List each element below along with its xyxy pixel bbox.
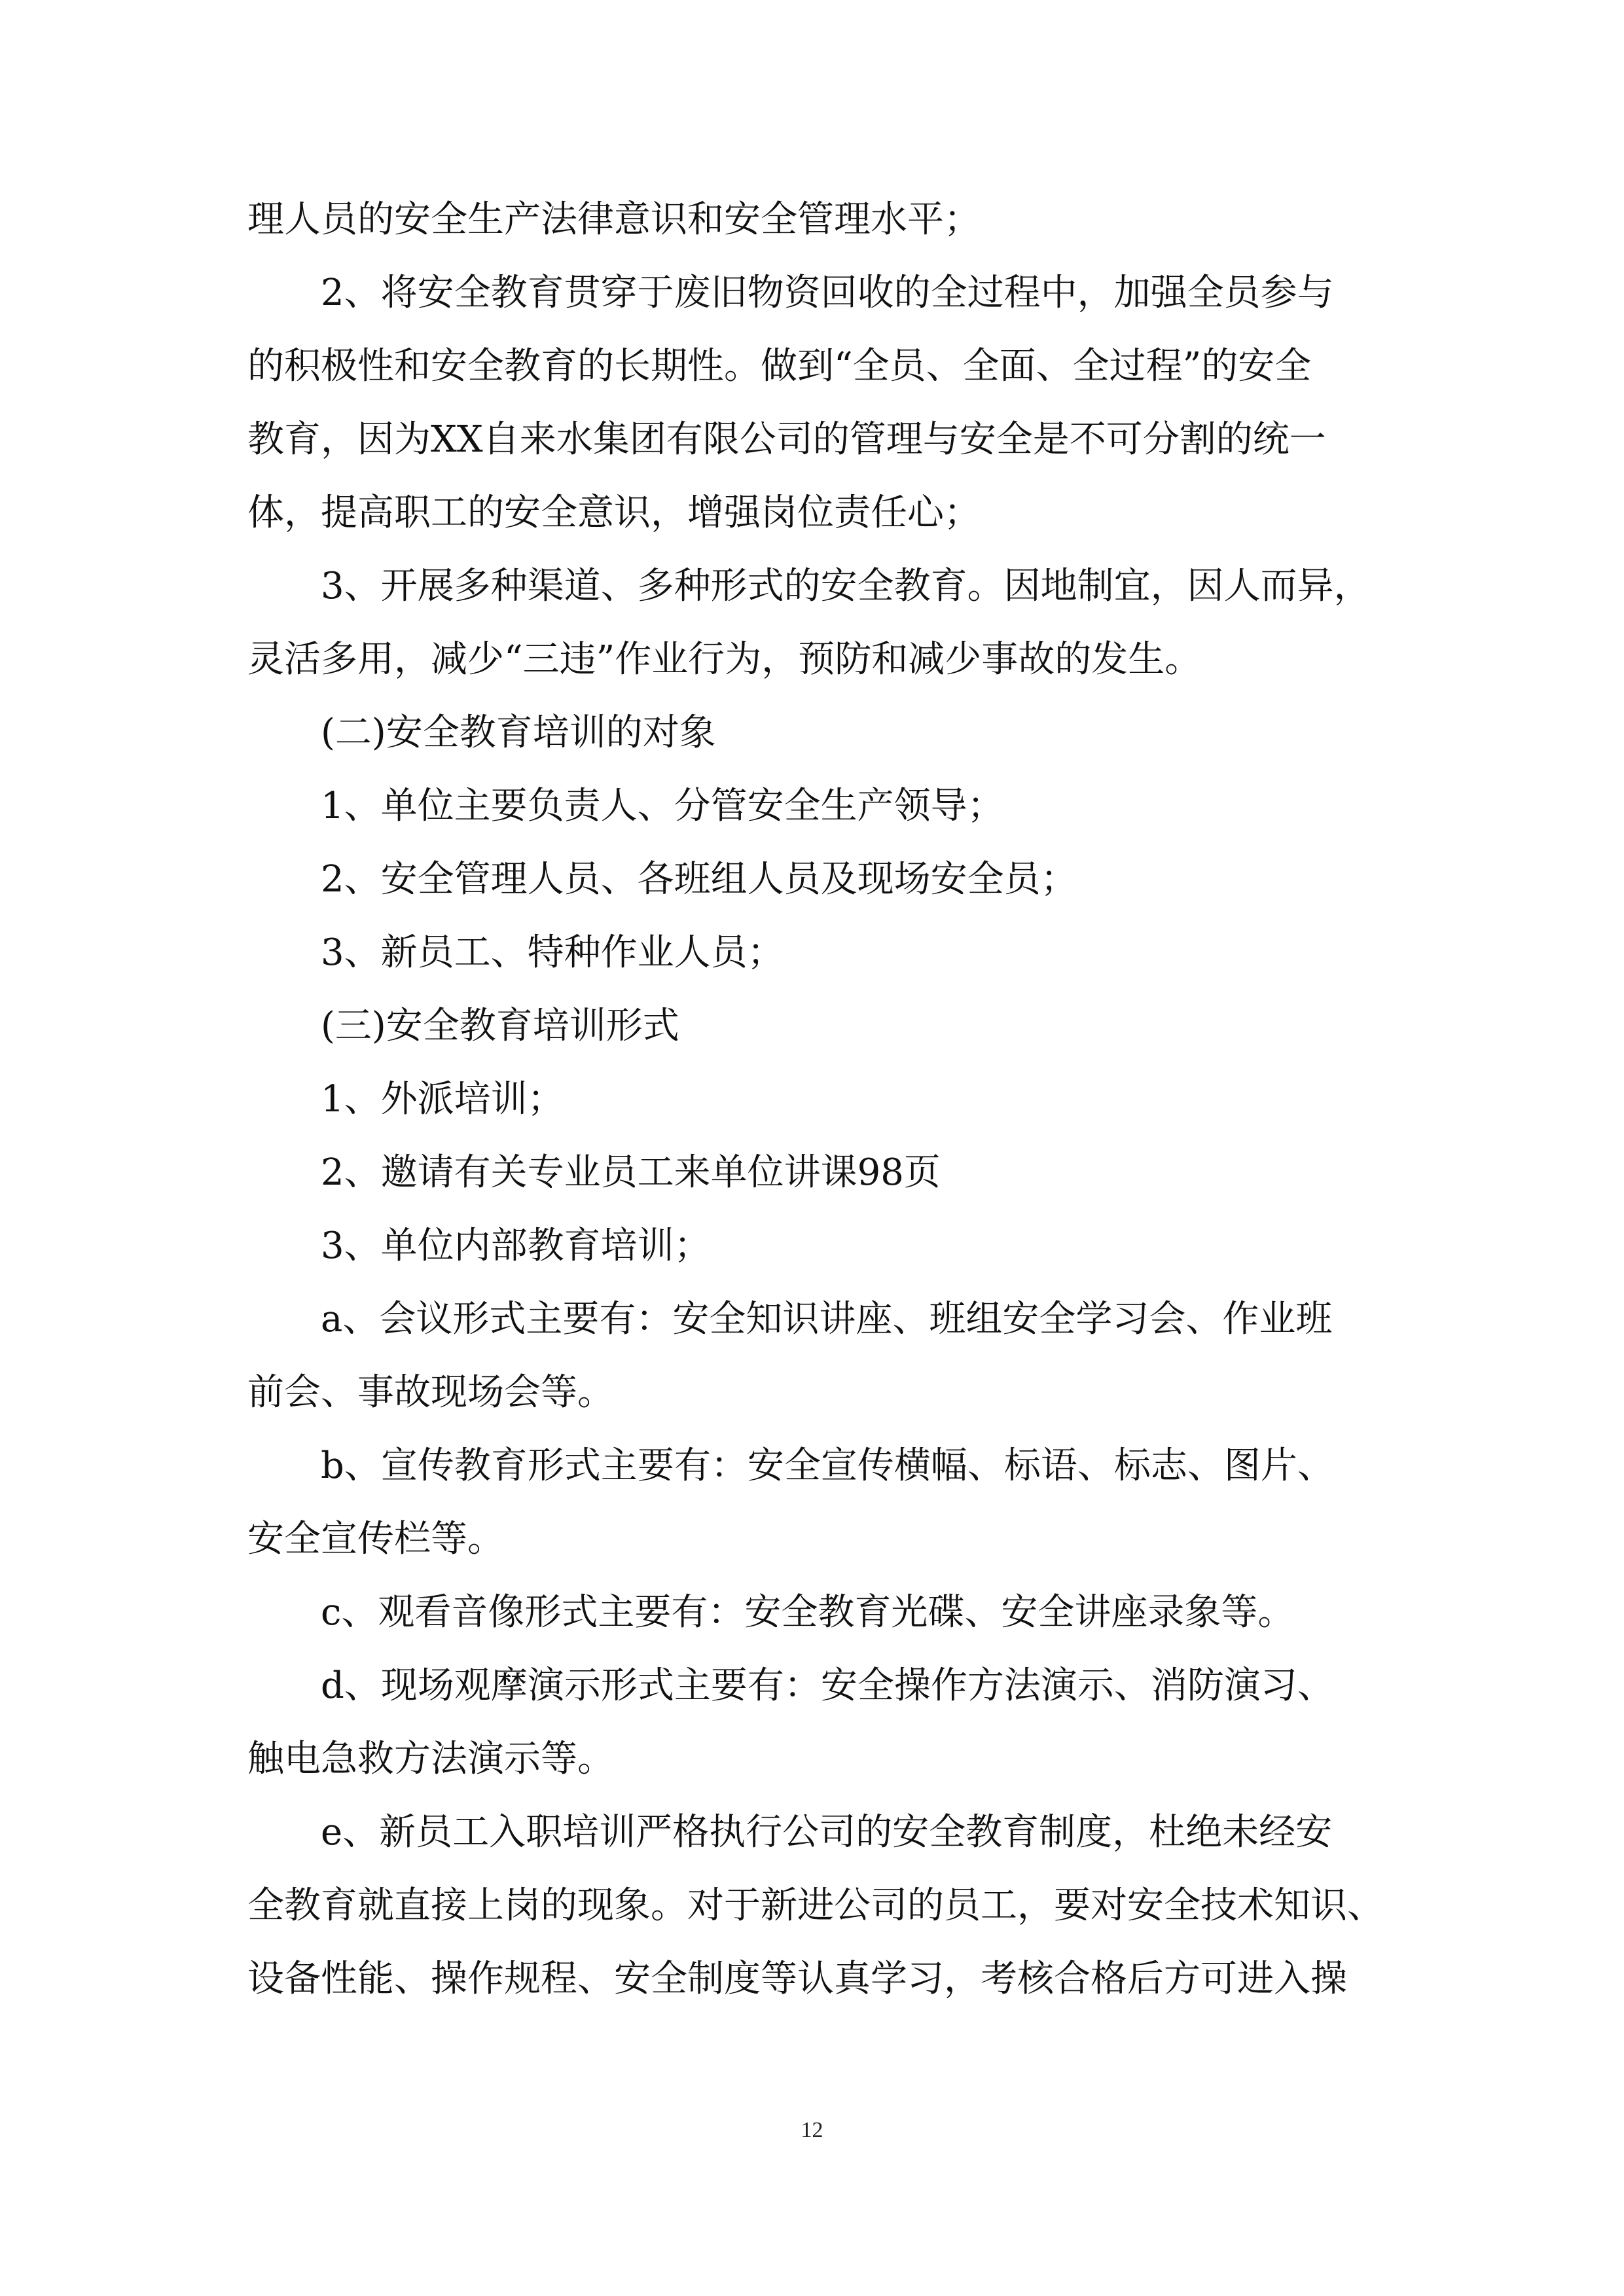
- text-line: 3、单位内部教育培训；: [321, 1225, 711, 1267]
- text-line: 2、安全管理人员、各班组人员及现场安全员；: [321, 858, 1077, 901]
- text-line: b、宣传教育形式主要有：安全宣传横幅、标语、标志、图片、: [321, 1444, 1334, 1487]
- text-line: 灵活多用，减少“三违”作业行为，预防和减少事故的发生。: [247, 638, 1202, 681]
- text-line: 全教育就直接上岗的现象。对于新进公司的员工，要对安全技术知识、: [247, 1884, 1384, 1927]
- page-body: [247, 183, 1386, 2016]
- text-line: a、会议形式主要有：安全知识讲座、班组安全学习会、作业班: [321, 1298, 1333, 1340]
- text-line: 触电急救方法演示等。: [247, 1738, 614, 1780]
- text-line: 1、外派培训；: [321, 1078, 564, 1121]
- text-line: 3、新员工、特种作业人员；: [321, 931, 784, 974]
- section-heading: (二)安全教育培训的对象: [321, 711, 716, 754]
- text-line: 体，提高职工的安全意识，增强岗位责任心；: [247, 492, 981, 534]
- text-line: 安全宣传栏等。: [247, 1518, 504, 1560]
- text-line: 设备性能、操作规程、安全制度等认真学习，考核合格后方可进入操: [247, 1958, 1347, 2000]
- text-line: d、现场观摩演示形式主要有：安全操作方法演示、消防演习、: [321, 1664, 1334, 1707]
- text-line: 的积极性和安全教育的长期性。做到“全员、全面、全过程”的安全: [247, 345, 1312, 387]
- page-number: 12: [801, 2118, 823, 2142]
- text-line: e、新员工入职培训严格执行公司的安全教育制度，杜绝未经安: [321, 1811, 1333, 1854]
- text-line: 2、将安全教育贯穿于废旧物资回收的全过程中，加强全员参与: [321, 272, 1334, 314]
- text-line: 3、开展多种渠道、多种形式的安全教育。因地制宜，因人而异，: [321, 565, 1371, 607]
- text-line: 理人员的安全生产法律意识和安全管理水平；: [247, 198, 981, 241]
- text-line: 1、单位主要负责人、分管安全生产领导；: [321, 785, 1004, 827]
- text-line: 前会、事故现场会等。: [247, 1371, 614, 1414]
- text-line: 2、邀请有关专业员工来单位讲课98页: [321, 1151, 941, 1194]
- text-line: c、观看音像形式主要有：安全教育光碟、安全讲座录象等。: [321, 1591, 1295, 1634]
- section-heading: (三)安全教育培训形式: [321, 1005, 679, 1047]
- text-line: 教育，因为XX自来水集团有限公司的管理与安全是不可分割的统一: [247, 418, 1326, 461]
